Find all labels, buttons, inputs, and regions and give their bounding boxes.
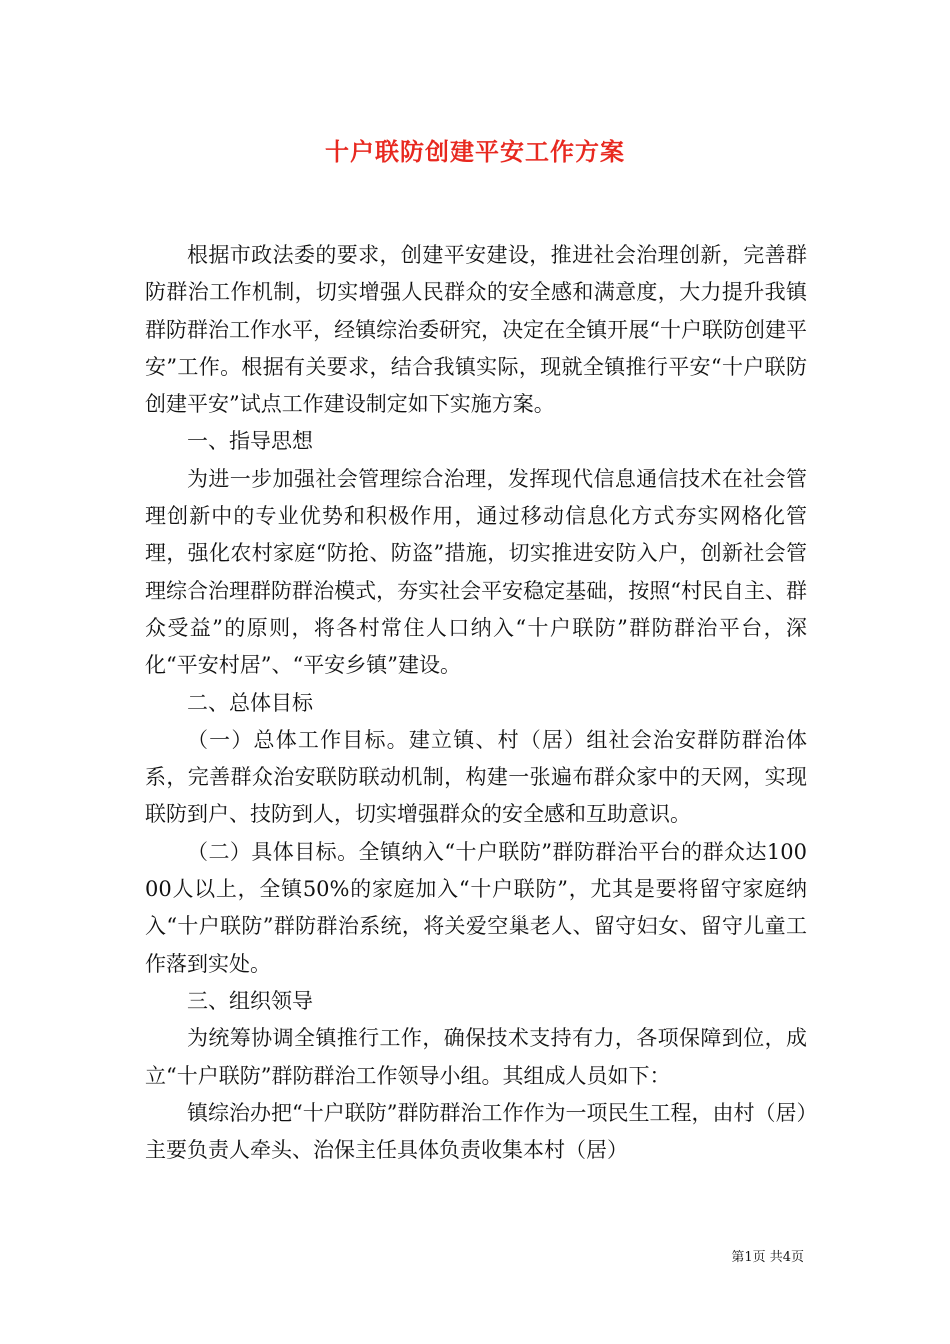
section-heading-organization: 三、组织领导: [187, 988, 313, 1013]
document-body: [145, 237, 807, 1169]
implementation-paragraph: 镇综治办把“十户联防”群防群治工作作为一项民生工程，由村（居）主要负责人牵头、治保主任具体负责收集本村（居）: [145, 1100, 807, 1163]
intro-paragraph: 根据市政法委的要求，创建平安建设，推进社会治理创新，完善群防群治工作机制，切实增强人民群众的安全感和满意度，大力提升我镇群防群治工作水平，经镇综治委研究，决定在全镇开展“十户联防创建平安”工作。根据有关要求，结合我镇实际，现就全镇推行平安“十户联防创建平安”试点工作建设制定如下实施方案。: [145, 243, 807, 417]
guiding-thought-paragraph: 为进一步加强社会管理综合治理，发挥现代信息通信技术在社会管理创新中的专业优势和积极作用，通过移动信息化方式夯实网格化管理，强化农村家庭“防抢、防盗”措施，切实推进安防入户，创新社会管理综合治理群防群治模式，夯实社会平安稳定基础，按照“村民自主、群众受益”的原则，将各村常住人口纳入“十户联防”群防群治平台，深化“平安村居”、“平安乡镇”建设。: [145, 466, 807, 678]
organization-paragraph: 为统筹协调全镇推行工作，确保技术支持有力，各项保障到位，成立“十户联防”群防群治工作领导小组。其组成人员如下：: [145, 1026, 807, 1088]
specific-goal-paragraph: （二）具体目标。全镇纳入“十户联防”群防群治平台的群众达10000人以上，全镇50%的家庭加入“十户联防”，尤其是要将留守家庭纳入“十户联防”群防群治系统，将关爱空巢老人、留守妇女、留守儿童工作落到实处。: [145, 839, 807, 976]
section-heading-guiding-thought: 一、指导思想: [187, 429, 313, 454]
section-heading-overall-goal: 二、总体目标: [187, 690, 313, 715]
page-number-footer: 第1页 共4页: [731, 1250, 804, 1265]
overall-goal-paragraph: （一）总体工作目标。建立镇、村（居）组社会治安群防群治体系，完善群众治安联防联动机制，构建一张遍布群众家中的天网，实现联防到户、技防到人，切实增强群众的安全感和互助意识。: [145, 727, 807, 827]
document-title: 十户联防创建平安工作方案: [325, 137, 625, 166]
